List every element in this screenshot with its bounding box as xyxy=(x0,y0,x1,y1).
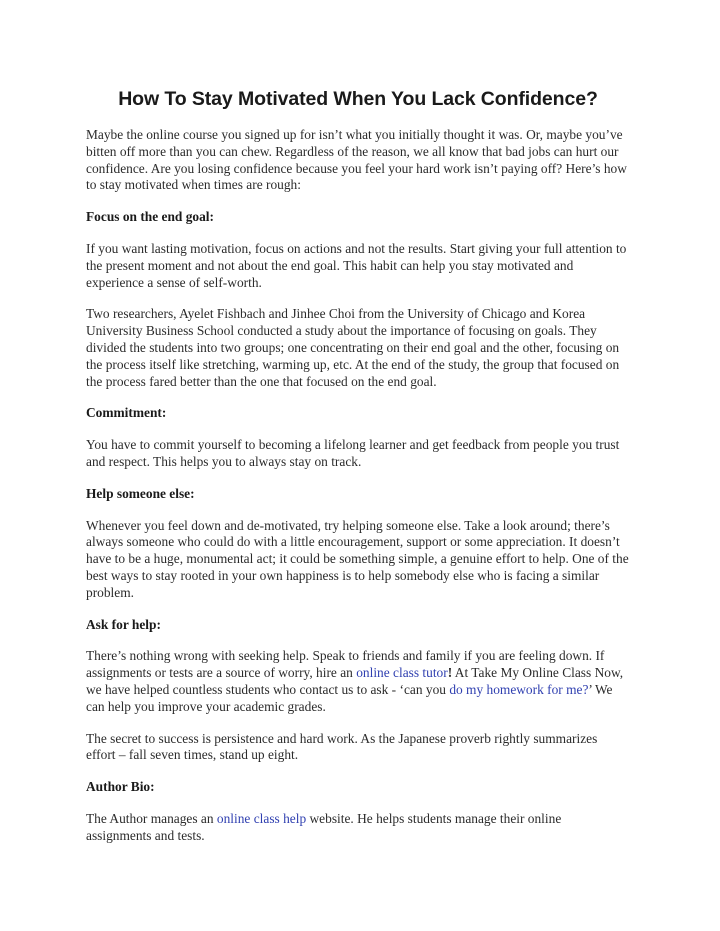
ask-text-c: At Take My Online Class Now, we have helped countless students who contact us to ask - ‘can you xyxy=(86,665,624,697)
ask-for-help-paragraph-1 xyxy=(86,648,630,715)
online-class-tutor-link[interactable]: online class tutor xyxy=(356,665,448,681)
bio-text-b: website. He helps students manage their online assignments and tests. xyxy=(86,810,562,843)
heading-focus-end-goal: Focus on the end goal: xyxy=(86,209,214,225)
bio-text-a: The Author manages an xyxy=(86,810,217,826)
focus-paragraph-1: If you want lasting motivation, focus on actions and not the results. Start giving your full attention to the present moment and not about the end goal. This habit can help you stay motivated and experience a sense of self-worth. xyxy=(86,240,627,290)
ask-text-exclaim: ! xyxy=(447,665,453,681)
heading-author-bio: Author Bio: xyxy=(86,779,155,795)
page-title: How To Stay Motivated When You Lack Confidence? xyxy=(118,88,598,110)
ask-for-help-paragraph-2: The secret to success is persistence and hard work. As the Japanese proverb rightly summarizes effort – fall seven times, stand up eight. xyxy=(86,730,598,763)
ask-text-d: ’ We can help you improve your academic grades. xyxy=(86,681,613,714)
heading-ask-for-help: Ask for help: xyxy=(86,616,161,632)
help-someone-paragraph: Whenever you feel down and de-motivated, try helping someone else. Take a look around; there’s always someone who could do with a little encouragement, support or some appreciation. It doesn’t have to be a huge, monumental act; it could be something simple, a genuine effort to help. One of the best ways to stay rooted in your own happiness is to help somebody else who is facing a similar problem. xyxy=(86,517,629,600)
do-my-homework-link[interactable]: do my homework for me? xyxy=(449,681,589,697)
heading-commitment: Commitment: xyxy=(86,405,167,421)
ask-text-a: There’s nothing wrong with seeking help. Speak to friends and family if you are feeling down. If assignments or tests are a source of worry, hire an xyxy=(86,648,605,681)
intro-paragraph: Maybe the online course you signed up for isn’t what you initially thought it was. Or, maybe you’ve bitten off more than you can chew. Regardless of the reason, we all know that bad jobs can hurt our confidence. Are you losing confidence because you feel your hard work isn’t paying off? Here’s how to stay motivated when times are rough: xyxy=(86,127,627,193)
commitment-paragraph: You have to commit yourself to becoming a lifelong learner and get feedback from people you trust and respect. This helps you to always stay on track. xyxy=(86,437,620,469)
focus-paragraph-2: Two researchers, Ayelet Fishbach and Jinhee Choi from the University of Chicago and Korea University Business School conducted a study about the importance of focusing on goals. They divided the students into two groups; one concentrating on their end goal and the other, focusing on the process itself like stretching, warming up, etc. At the end of the study, the group that focused on the process fared better than the one that focused on the end goal. xyxy=(86,306,620,389)
online-class-help-link[interactable]: online class help xyxy=(216,810,307,826)
author-bio-paragraph xyxy=(86,811,630,845)
heading-help-someone-else: Help someone else: xyxy=(86,485,195,501)
